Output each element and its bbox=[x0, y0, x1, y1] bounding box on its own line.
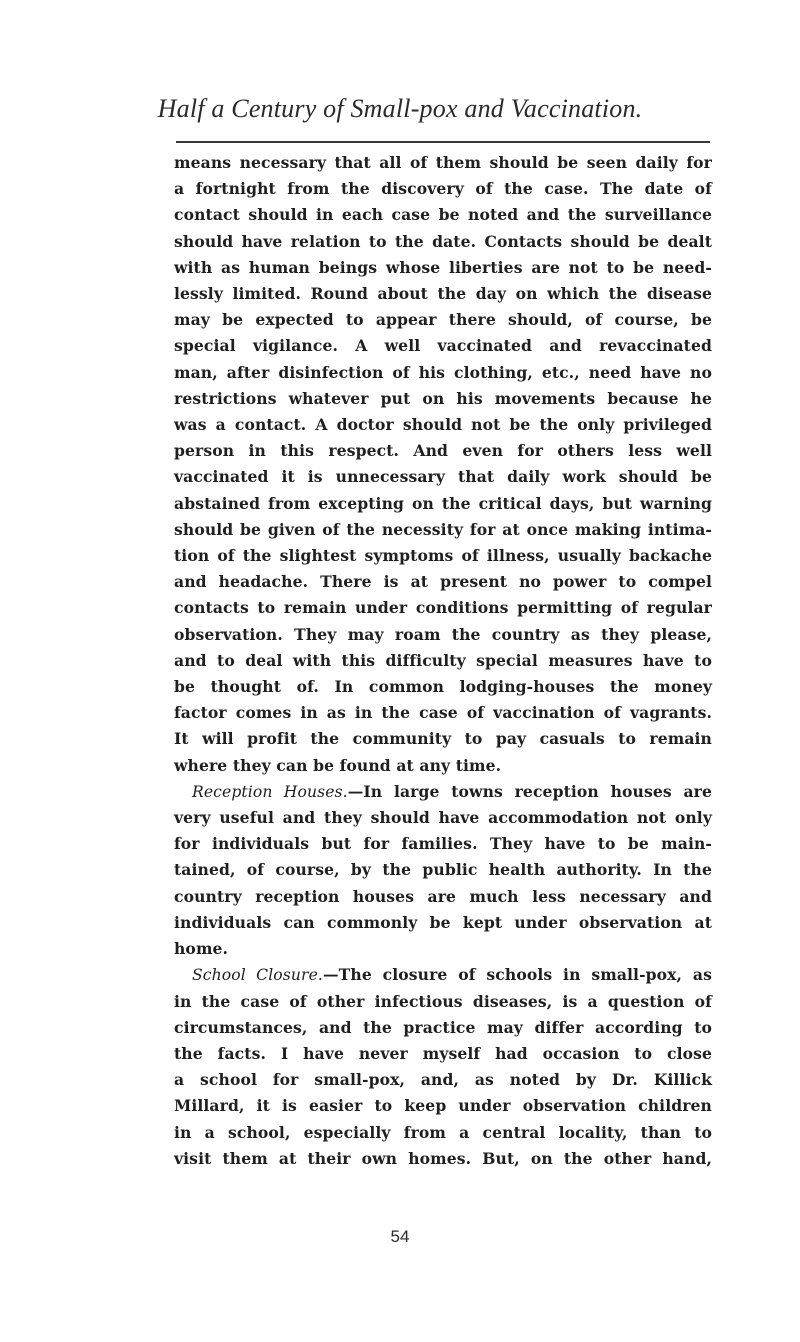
text-line: very useful and they should have accommodation not only bbox=[174, 808, 712, 828]
text-line: in the case of other infectious diseases, is a question of bbox=[174, 991, 712, 1011]
text-line: a fortnight from the discovery of the case. The date of bbox=[174, 179, 712, 199]
text-line: lessly limited. Round about the day on which the disease bbox=[174, 284, 712, 304]
text-line: may be expected to appear there should, of course, be bbox=[174, 310, 712, 330]
text-line: contact should in each case be noted and the surveillance bbox=[174, 205, 712, 225]
paragraph-contacts bbox=[174, 150, 712, 779]
text-line: means necessary that all of them should be seen daily for bbox=[174, 153, 712, 172]
text-line: should be given of the necessity for at once making intima- bbox=[174, 519, 712, 539]
text-line: country reception houses are much less necessary and bbox=[174, 886, 712, 906]
text-line: circumstances, and the practice may differ according to bbox=[174, 1017, 712, 1037]
text-line: restrictions whatever put on his movements because he bbox=[174, 388, 712, 408]
text-line: and headache. There is at present no power to compel bbox=[174, 572, 712, 592]
page-number: 54 bbox=[390, 1227, 410, 1246]
header-rule bbox=[176, 141, 710, 143]
text-line: special vigilance. A well vaccinated and revaccinated bbox=[174, 336, 712, 356]
text-line: the facts. I have never myself had occasion to close bbox=[174, 1043, 712, 1063]
text-line: Millard, it is easier to keep under observation children bbox=[174, 1096, 712, 1116]
text-line: contacts to remain under conditions permitting of regular bbox=[174, 598, 712, 618]
text-line: It will profit the community to pay casuals to remain bbox=[174, 729, 712, 749]
text-line: tained, of course, by the public health authority. In the bbox=[174, 860, 712, 880]
running-head-title: Half a Century of Small-pox and Vaccination. bbox=[157, 94, 643, 123]
text-line: visit them at their own homes. But, on the other hand, bbox=[174, 1148, 712, 1168]
text-line: home. bbox=[174, 939, 229, 959]
paragraph-reception-houses bbox=[174, 779, 712, 962]
text-line: be thought of. In common lodging-houses the money bbox=[174, 677, 712, 697]
text-line-continuation: —The closure of schools in small-pox, as bbox=[322, 965, 712, 985]
text-line: factor comes in as in the case of vaccination of vagrants. bbox=[174, 703, 712, 723]
text-line-continuation: —In large towns reception houses are bbox=[347, 781, 712, 801]
text-line: abstained from excepting on the critical days, but warning bbox=[174, 493, 712, 513]
text-line: was a contact. A doctor should not be the only privileged bbox=[174, 415, 712, 435]
text-line: for individuals but for families. They have to be main- bbox=[174, 834, 712, 854]
text-line: with as human beings whose liberties are not to be need- bbox=[174, 257, 712, 277]
section-heading-school-closure: School Closure. bbox=[192, 966, 323, 985]
text-line: individuals can commonly be kept under observation at bbox=[174, 912, 712, 932]
body-text bbox=[174, 150, 712, 1172]
text-line: tion of the slightest symptoms of illness, usually backache bbox=[174, 546, 712, 566]
text-line: in a school, especially from a central locality, than to bbox=[174, 1122, 712, 1142]
text-line: vaccinated it is unnecessary that daily work should be bbox=[174, 467, 712, 487]
text-line bbox=[174, 962, 712, 988]
paragraph-school-closure bbox=[174, 962, 712, 1172]
text-line: should have relation to the date. Contacts should be dealt bbox=[174, 231, 712, 251]
text-line: man, after disinfection of his clothing, etc., need have no bbox=[174, 362, 712, 382]
text-line bbox=[174, 779, 712, 805]
text-line: person in this respect. And even for others less well bbox=[174, 441, 712, 461]
text-line: and to deal with this difficulty special measures have to bbox=[174, 650, 712, 670]
section-heading-reception-houses: Reception Houses. bbox=[192, 782, 348, 801]
text-line: where they can be found at any time. bbox=[174, 755, 502, 775]
text-line: observation. They may roam the country as they please, bbox=[174, 624, 712, 644]
text-line: a school for small-pox, and, as noted by Dr. Killick bbox=[174, 1070, 712, 1090]
